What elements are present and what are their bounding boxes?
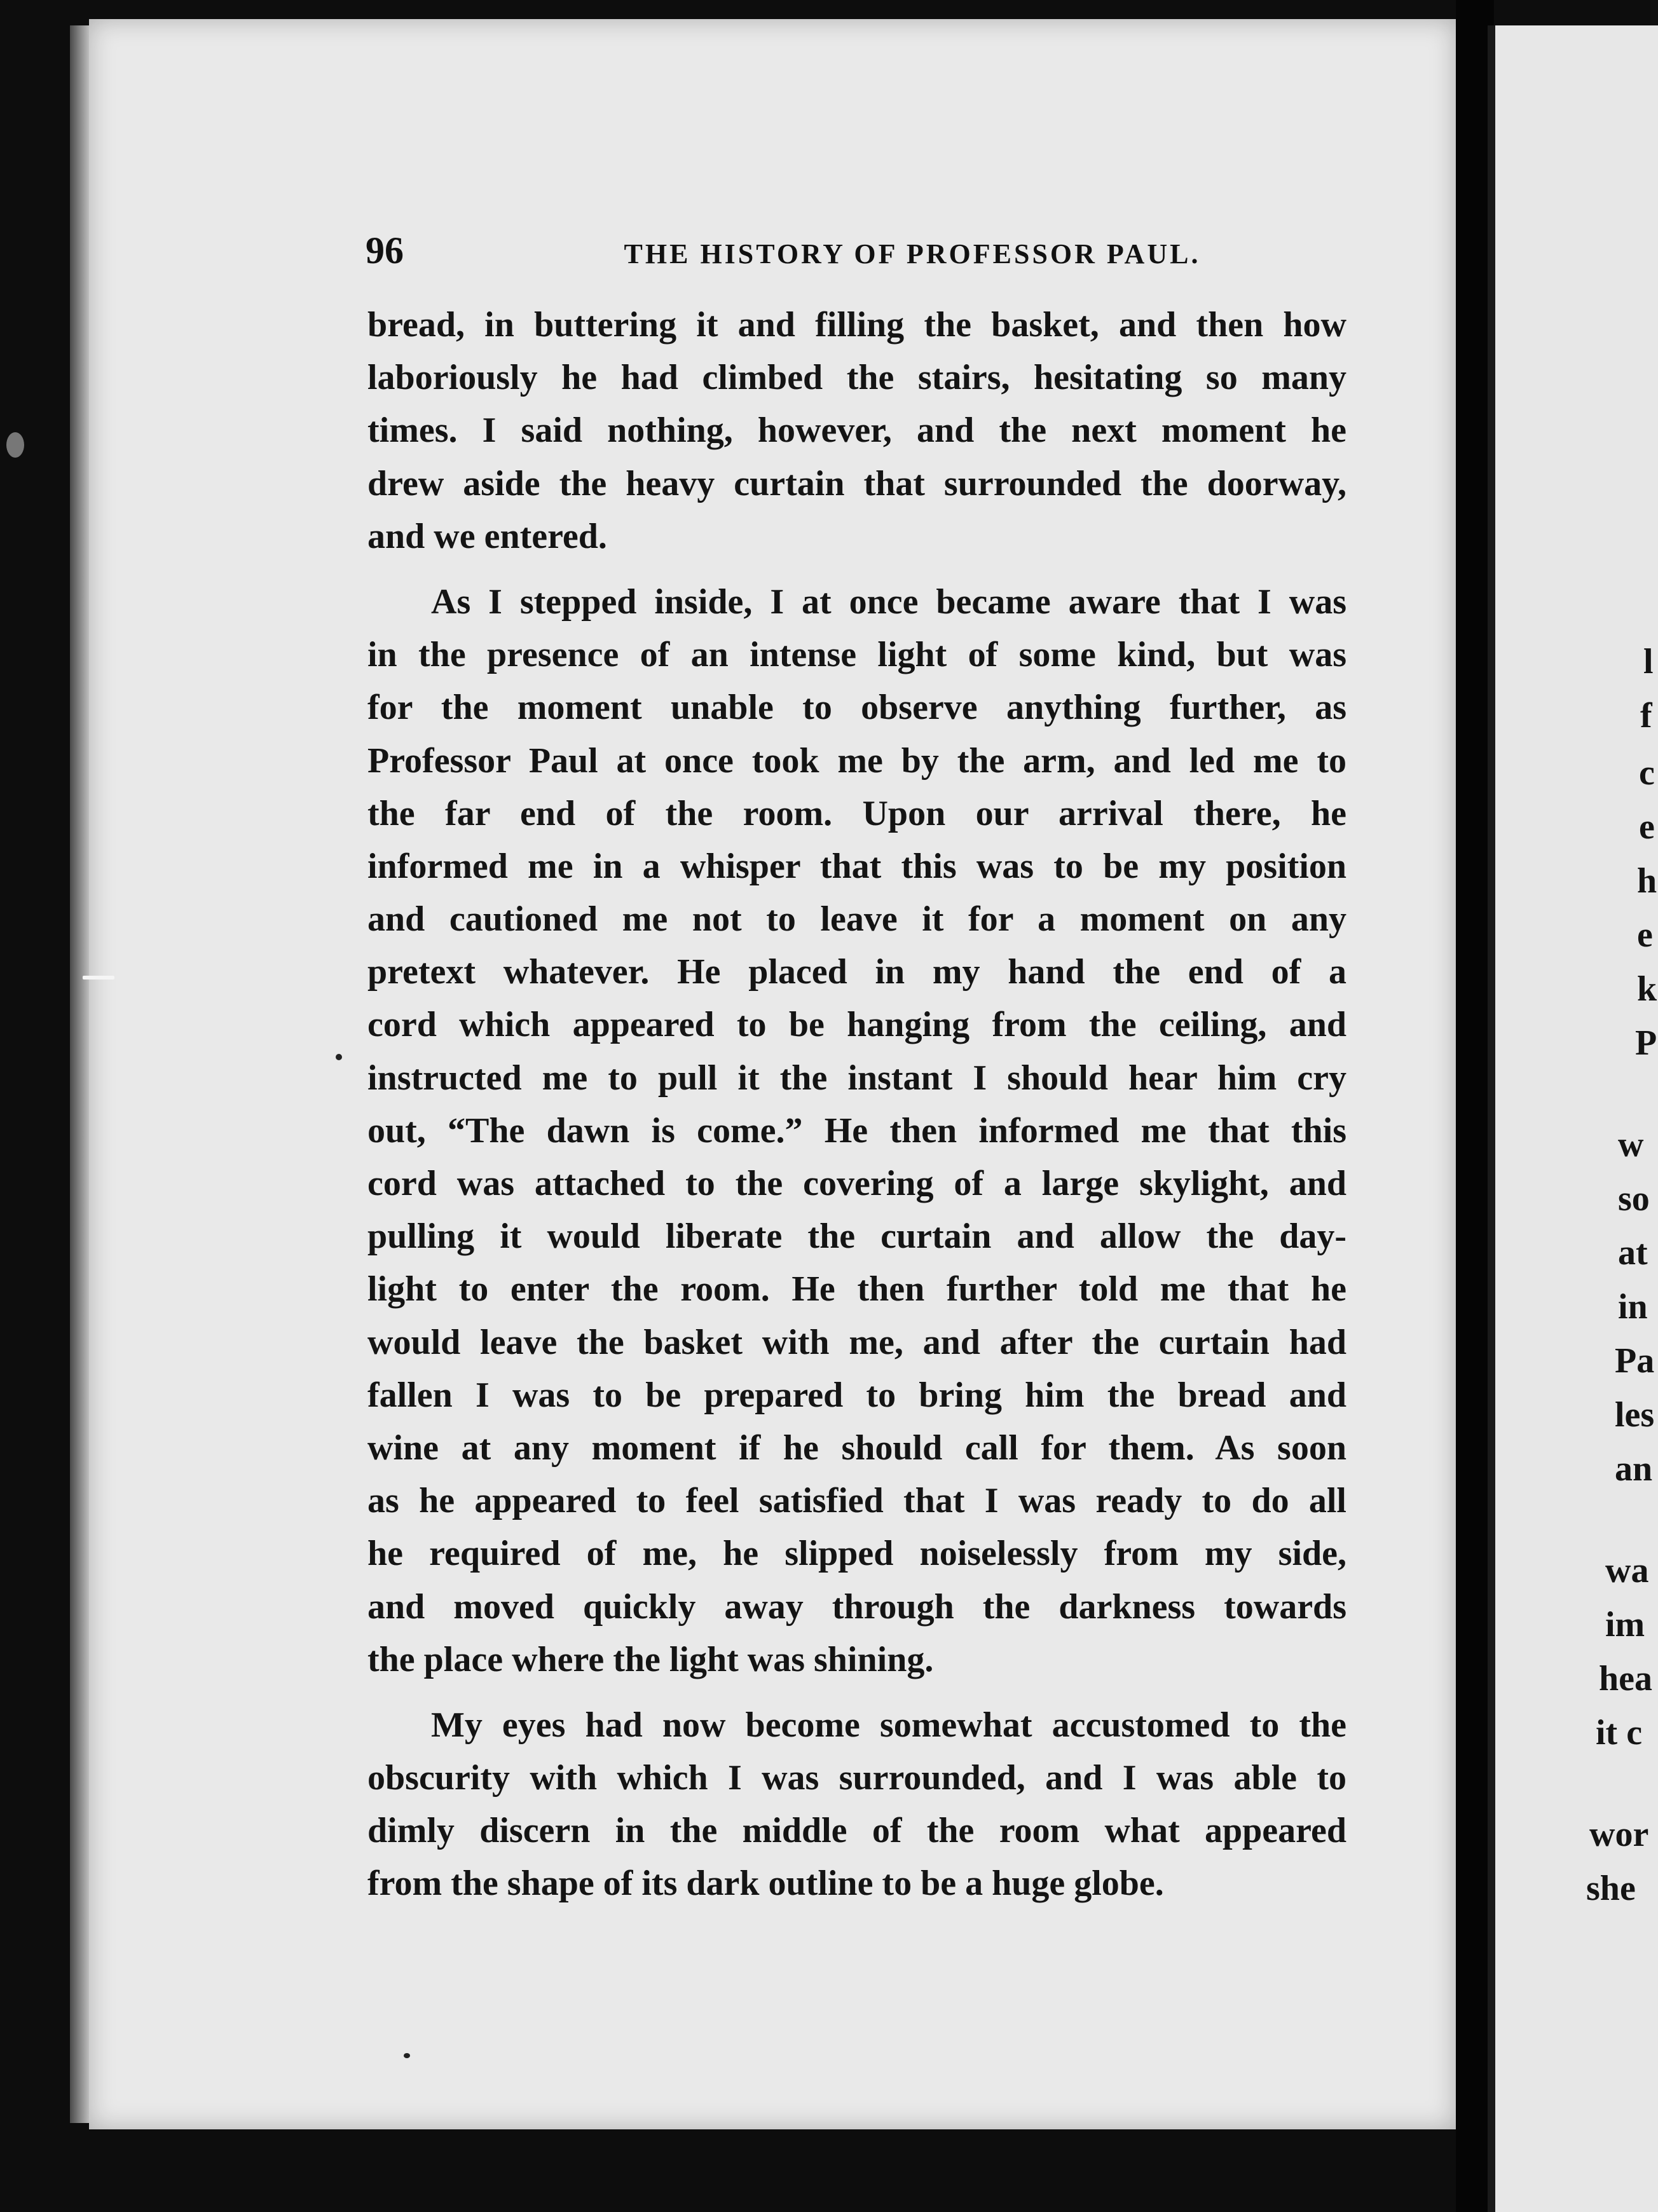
right-page-fragment: an: [1615, 1449, 1653, 1489]
right-page-fragment: so: [1618, 1179, 1650, 1219]
right-page-fragment: Pa: [1615, 1341, 1655, 1381]
right-page-fragment: les: [1615, 1395, 1655, 1435]
text-line: in the presence of an intense light of some kind, but was: [367, 635, 1346, 675]
text-line: bread, in buttering it and filling the basket, and then how: [367, 305, 1346, 345]
text-line: times. I said nothing, however, and the next moment he: [367, 411, 1346, 451]
page-number: 96: [366, 229, 404, 271]
text-line: pulling it would liberate the curtain and allow the day-: [367, 1217, 1346, 1257]
text-line: wine at any moment if he should call for them. As soon: [367, 1428, 1346, 1468]
text-line: and moved quickly away through the darkness towards: [367, 1587, 1346, 1627]
scan-speck: [336, 1054, 342, 1060]
right-page-fragment: f: [1640, 696, 1652, 735]
text-line: light to enter the room. He then further told me that he: [367, 1269, 1346, 1309]
scan-speck: [6, 432, 24, 458]
paragraph-gap: [367, 563, 1346, 576]
right-page-fragment: h: [1637, 861, 1657, 901]
text-line: instructed me to pull it the instant I should hear him cry: [367, 1058, 1346, 1098]
right-page-fragment: e: [1637, 915, 1653, 955]
right-page-fragment: k: [1637, 969, 1657, 1009]
text-line: laboriously he had climbed the stairs, hesitating so many: [367, 358, 1346, 398]
text-line: and we entered.: [367, 516, 607, 556]
paragraph: [367, 299, 1346, 563]
text-line: obscurity with which I was surrounded, and I was able to: [367, 1758, 1346, 1798]
text-line: drew aside the heavy curtain that surrounded the doorway,: [367, 463, 1346, 503]
text-line: out, “The dawn is come.” He then informed me that this: [367, 1110, 1346, 1150]
text-line: as he appeared to feel satisfied that I was ready to do all: [367, 1481, 1346, 1521]
body-text: [367, 299, 1346, 1911]
right-page-fragment: wa: [1605, 1551, 1649, 1590]
text-line: informed me in a whisper that this was to be my position: [367, 846, 1346, 886]
right-page-fragment: w: [1618, 1125, 1644, 1164]
right-page-fragment: im: [1605, 1605, 1645, 1644]
scan-speck: [83, 976, 114, 980]
right-page-fragment: e: [1639, 807, 1655, 847]
paragraph: [367, 576, 1346, 1686]
right-page-fragment: at: [1618, 1233, 1648, 1273]
text-line: and cautioned me not to leave it for a moment on any: [367, 899, 1346, 939]
paragraph: [367, 1699, 1346, 1911]
text-line: pretext whatever. He placed in my hand the end of a: [367, 952, 1346, 992]
text-line: the far end of the room. Upon our arrival there, he: [367, 793, 1346, 833]
right-page-fragment: l: [1643, 642, 1654, 681]
text-line: dimly discern in the middle of the room what appeared: [367, 1811, 1346, 1851]
right-page-fragment: P: [1635, 1023, 1657, 1063]
running-head: [366, 229, 1345, 273]
text-line: for the moment unable to observe anything further, as: [367, 688, 1346, 728]
text-line: My eyes had now become somewhat accustomed to the: [431, 1705, 1346, 1745]
scan-speck: [404, 2053, 410, 2058]
running-head-title: THE HISTORY OF PROFESSOR PAUL.: [624, 238, 1201, 270]
text-line: he required of me, he slipped noiselessly from my side,: [367, 1534, 1346, 1574]
text-line: Professor Paul at once took me by the arm, and led me to: [367, 741, 1346, 781]
text-line: from the shape of its dark outline to be a huge globe.: [367, 1864, 1164, 1904]
text-line: fallen I was to be prepared to bring him the bread and: [367, 1375, 1346, 1415]
text-line: cord was attached to the covering of a large skylight, and: [367, 1164, 1346, 1203]
text-line: the place where the light was shining.: [367, 1639, 934, 1679]
right-page-fragment: she: [1586, 1869, 1636, 1908]
paragraph-gap: [367, 1686, 1346, 1699]
right-page-fragment: in: [1618, 1287, 1648, 1327]
right-page-fragment: wor: [1589, 1815, 1649, 1854]
right-page-fragment: hea: [1599, 1659, 1652, 1698]
right-page-fragment: c: [1639, 753, 1655, 793]
text-line: would leave the basket with me, and after the curtain had: [367, 1322, 1346, 1362]
right-page-fragment: it c: [1596, 1713, 1643, 1752]
text-line: cord which appeared to be hanging from the ceiling, and: [367, 1005, 1346, 1045]
text-line: As I stepped inside, I at once became aware that I was: [431, 582, 1346, 622]
